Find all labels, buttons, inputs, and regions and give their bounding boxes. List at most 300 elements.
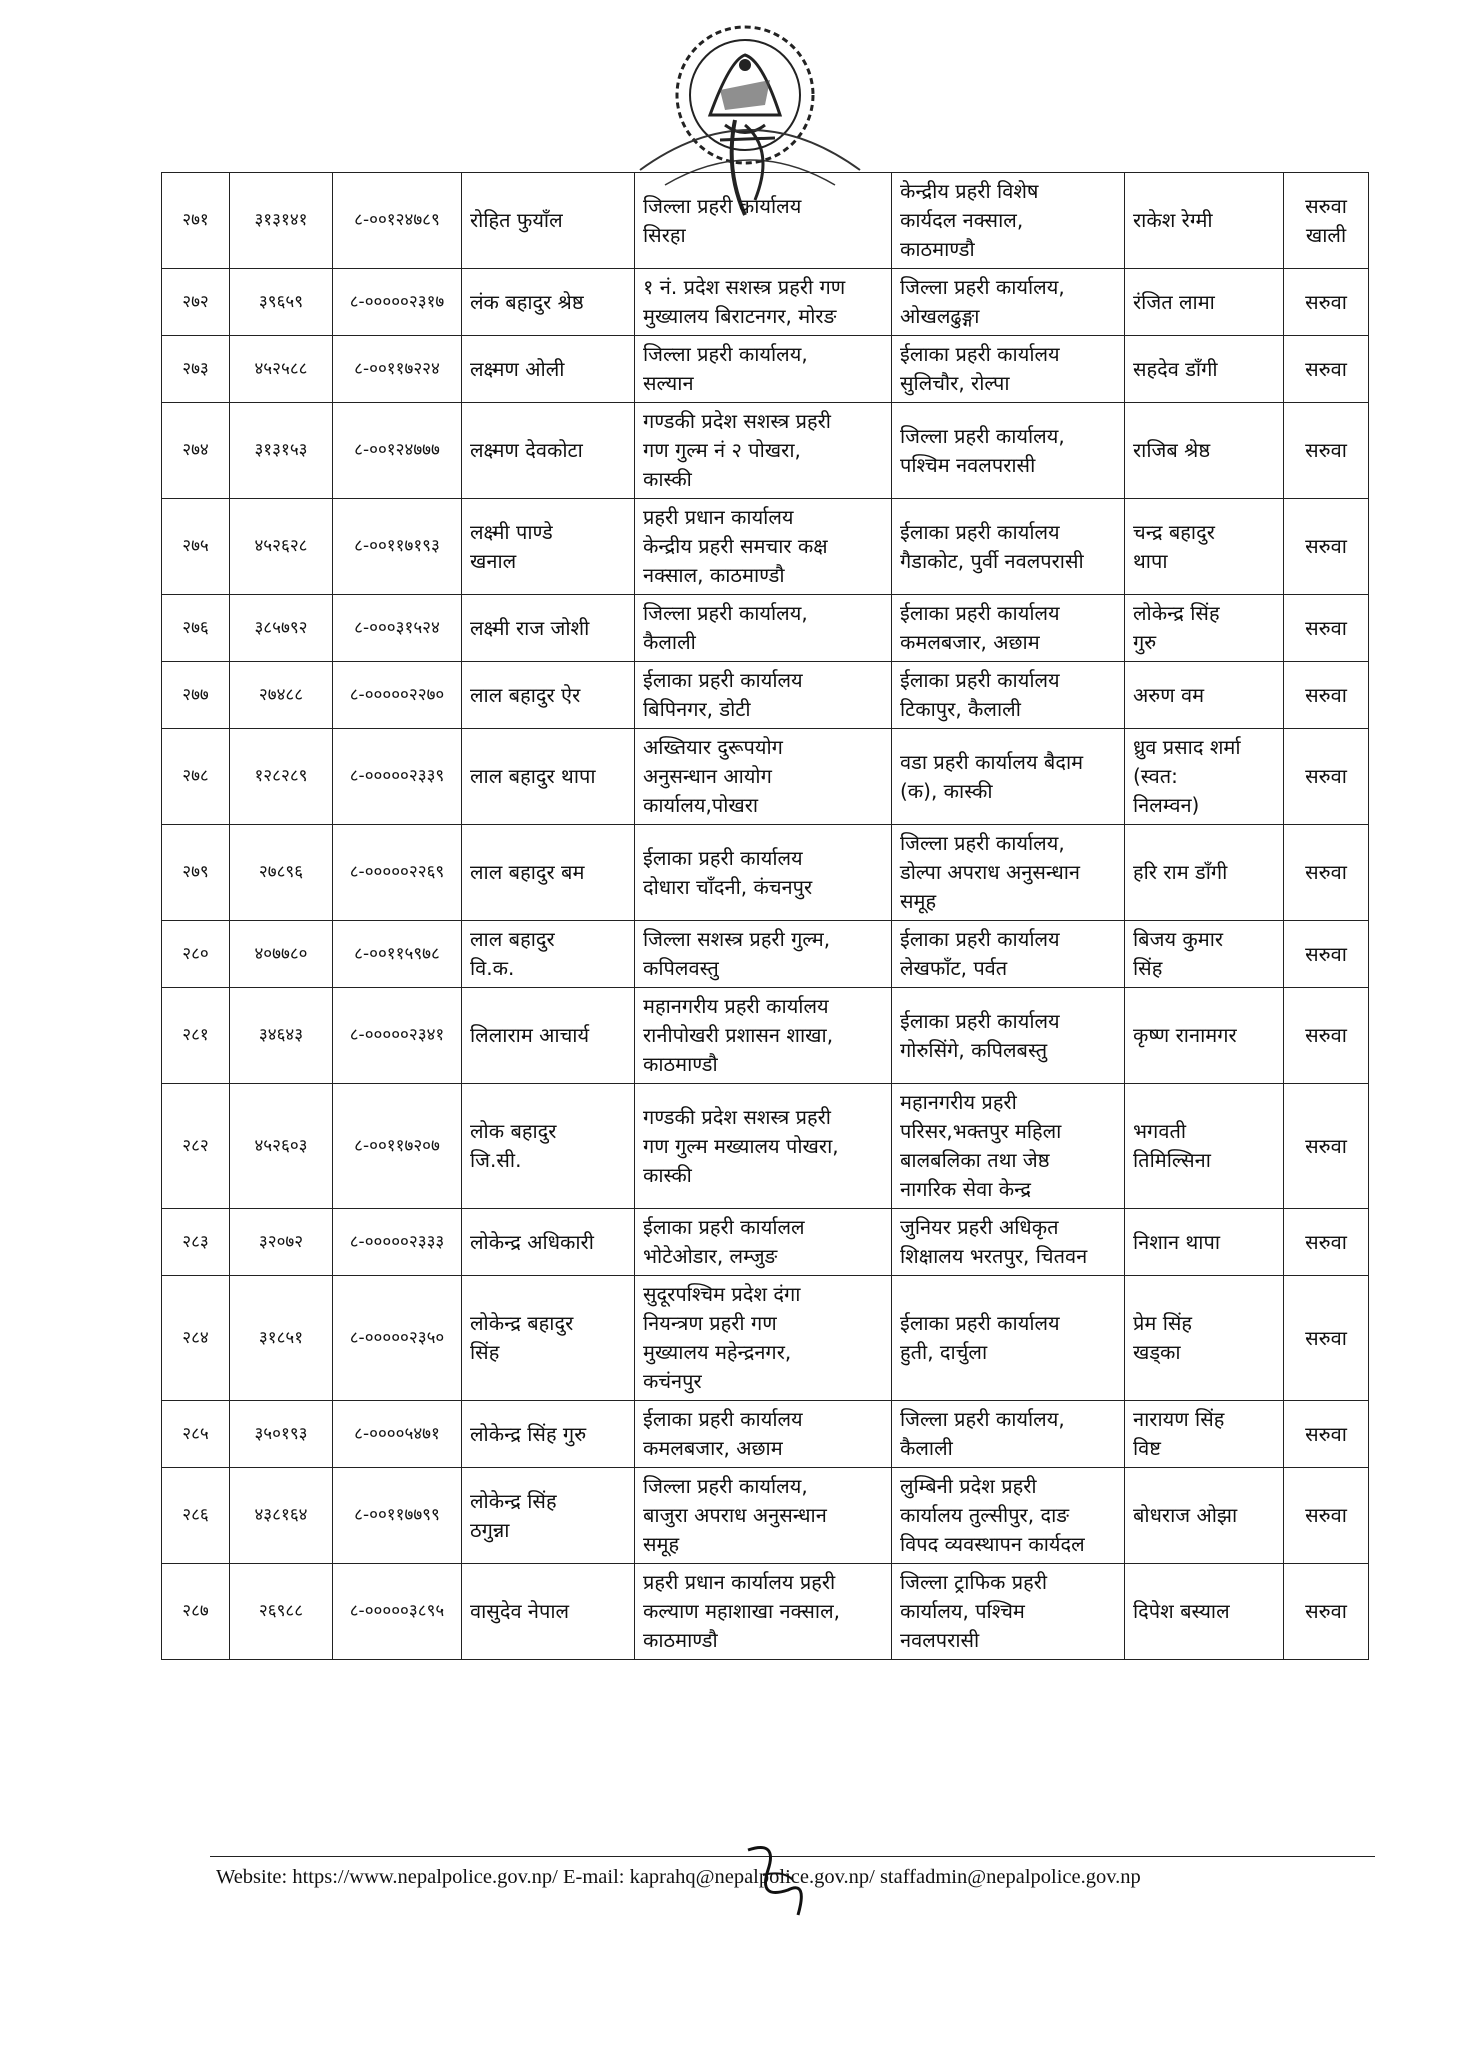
substitute-name-line: कृष्ण रानामगर <box>1133 1023 1237 1047</box>
transfer-office-line: वडा प्रहरी कार्यालय बैदाम <box>900 749 1084 774</box>
transfer-office-line: काठमाण्डौ <box>900 237 975 261</box>
transfer-office <box>892 1564 1125 1660</box>
table-row <box>162 499 1369 595</box>
service-number: ३१३१४१ <box>230 173 333 269</box>
remarks-line: सरुवा <box>1305 1325 1347 1350</box>
remarks-line: सरुवा <box>1305 193 1347 218</box>
remarks <box>1284 729 1369 825</box>
current-office-line: जिल्ला प्रहरी कार्यालय, <box>643 1474 808 1498</box>
transfer-office <box>892 729 1125 825</box>
employee-code: ८-०००००२२७० <box>333 662 462 729</box>
employee-name-line: लक्ष्मी पाण्डे <box>470 519 553 544</box>
employee-name-line: लंक बहादुर श्रेष्ठ <box>470 289 584 314</box>
service-number: २७८९६ <box>230 825 333 921</box>
transfer-office <box>892 1084 1125 1209</box>
transfer-office-line: गोरुसिंगे, कपिलबस्तु <box>900 1037 1048 1062</box>
remarks-line: सरुवा <box>1305 764 1347 788</box>
current-office-line: बाजुरा अपराध अनुसन्धान <box>643 1503 827 1527</box>
employee-code: ८-०००००२३४१ <box>333 988 462 1084</box>
current-office <box>635 1209 892 1276</box>
remarks <box>1284 1276 1369 1401</box>
serial-number: २८० <box>162 921 230 988</box>
substitute-name-line: हरि राम डाँगी <box>1133 860 1228 884</box>
employee-name <box>462 1468 635 1564</box>
substitute-name <box>1125 729 1284 825</box>
transfer-office <box>892 988 1125 1084</box>
transfer-table <box>161 172 1369 1660</box>
current-office <box>635 1468 892 1564</box>
substitute-name-line: राजिब श्रेष्ठ <box>1133 438 1211 462</box>
substitute-name <box>1125 1209 1284 1276</box>
remarks-line: सरुवा <box>1305 1229 1347 1254</box>
employee-code: ८-००११७२०७ <box>333 1084 462 1209</box>
employee-code: ८-०००००३८९५ <box>333 1564 462 1660</box>
serial-number: २७३ <box>162 336 230 403</box>
remarks <box>1284 1084 1369 1209</box>
current-office-line: जिल्ला प्रहरी कार्यालय, <box>643 342 808 366</box>
substitute-name-line: नारायण सिंह <box>1133 1407 1225 1431</box>
employee-name <box>462 336 635 403</box>
remarks <box>1284 1401 1369 1468</box>
transfer-office-line: कमलबजार, अछाम <box>900 630 1040 654</box>
current-office <box>635 729 892 825</box>
current-office-line: गण गुल्म मख्यालय पोखरा, <box>643 1133 839 1158</box>
employee-code: ८-००११५९७८ <box>333 921 462 988</box>
table-row <box>162 1564 1369 1660</box>
substitute-name-line: तिमिल्सिना <box>1133 1148 1211 1172</box>
substitute-name-line: दिपेश बस्याल <box>1133 1599 1230 1623</box>
employee-code: ८-०००००२२६९ <box>333 825 462 921</box>
substitute-name <box>1125 662 1284 729</box>
serial-number: २७५ <box>162 499 230 595</box>
transfer-office <box>892 499 1125 595</box>
employee-name <box>462 403 635 499</box>
transfer-office-line: परिसर,भक्तपुर महिला <box>900 1119 1062 1143</box>
current-office-line: कमलबजार, अछाम <box>643 1436 783 1460</box>
employee-code: ८-००१२४७८९ <box>333 173 462 269</box>
substitute-name <box>1125 988 1284 1084</box>
serial-number: २८३ <box>162 1209 230 1276</box>
current-office-line: अख्तियार दुरूपयोग <box>643 735 783 759</box>
substitute-name-line: गुरु <box>1133 630 1157 654</box>
remarks <box>1284 1468 1369 1564</box>
transfer-office-line: जिल्ला प्रहरी कार्यालय, <box>900 423 1065 448</box>
transfer-office-line: कार्यालय, पश्चिम <box>900 1599 1025 1623</box>
substitute-name-line: प्रेम सिंह <box>1133 1311 1193 1335</box>
table-row <box>162 173 1369 269</box>
current-office-line: १ नं. प्रदेश सशस्त्र प्रहरी गण <box>643 275 846 299</box>
current-office-line: सल्यान <box>643 371 694 395</box>
current-office-line: मुख्यालय बिराटनगर, मोरङ <box>643 304 837 328</box>
transfer-office-line: नवलपरासी <box>900 1628 980 1652</box>
table-row <box>162 921 1369 988</box>
current-office-line: कास्की <box>643 1162 692 1187</box>
employee-name <box>462 1564 635 1660</box>
substitute-name <box>1125 1084 1284 1209</box>
current-office-line: केन्द्रीय प्रहरी समचार कक्ष <box>643 534 828 558</box>
current-office-line: गण गुल्म नं २ पोखरा, <box>643 438 801 462</box>
substitute-name <box>1125 921 1284 988</box>
transfer-office-line: केन्द्रीय प्रहरी विशेष <box>900 179 1039 203</box>
remarks-line: सरुवा <box>1305 1503 1347 1527</box>
transfer-office-line: कैलाली <box>900 1436 953 1460</box>
substitute-name-line: बोधराज ओझा <box>1133 1503 1238 1527</box>
employee-name <box>462 269 635 336</box>
employee-name <box>462 595 635 662</box>
employee-name <box>462 1209 635 1276</box>
current-office-line: कचंनपुर <box>643 1369 702 1393</box>
substitute-name-line: निशान थापा <box>1133 1229 1221 1254</box>
transfer-office-line: ईलाका प्रहरी कार्यालय <box>900 668 1060 692</box>
substitute-name-line: खड्का <box>1133 1340 1181 1364</box>
transfer-office-line: जिल्ला प्रहरी कार्यालय, <box>900 275 1065 299</box>
remarks-line: सरुवा <box>1305 615 1347 640</box>
remarks-line: सरुवा <box>1305 438 1347 462</box>
transfer-office <box>892 269 1125 336</box>
table-row <box>162 1468 1369 1564</box>
transfer-office <box>892 403 1125 499</box>
current-office-line: मुख्यालय महेन्द्रनगर, <box>643 1340 792 1364</box>
service-number: ३९६५९ <box>230 269 333 336</box>
transfer-office-line: लेखफाँट, पर्वत <box>900 956 1008 980</box>
transfer-office <box>892 1468 1125 1564</box>
employee-name-line: रोहित फुयाँल <box>470 208 563 232</box>
substitute-name <box>1125 595 1284 662</box>
substitute-name-line: अरुण वम <box>1133 682 1205 707</box>
transfer-office <box>892 336 1125 403</box>
transfer-office <box>892 662 1125 729</box>
serial-number: २८२ <box>162 1084 230 1209</box>
employee-code: ८-००१२४७७७ <box>333 403 462 499</box>
current-office <box>635 825 892 921</box>
transfer-office-line: ईलाका प्रहरी कार्यालय <box>900 1311 1060 1335</box>
substitute-name-line: बिजय कुमार <box>1133 927 1224 951</box>
current-office-line: कास्की <box>643 467 692 491</box>
serial-number: २८४ <box>162 1276 230 1401</box>
employee-name <box>462 173 635 269</box>
transfer-office-line: शिक्षालय भरतपुर, चितवन <box>900 1244 1088 1268</box>
transfer-office-line: ओखलढुङ्गा <box>900 304 980 328</box>
employee-code: ८-०००००२३१७ <box>333 269 462 336</box>
table-row <box>162 988 1369 1084</box>
transfer-office-line: गैडाकोट, पुर्वी नवलपरासी <box>900 548 1084 573</box>
employee-name-line: लोक बहादुर <box>470 1119 557 1143</box>
current-office <box>635 1276 892 1401</box>
current-office <box>635 1401 892 1468</box>
remarks-line: सरुवा <box>1305 941 1347 966</box>
serial-number: २७९ <box>162 825 230 921</box>
table-row <box>162 336 1369 403</box>
current-office-line: गण्डकी प्रदेश सशस्त्र प्रहरी <box>643 1104 831 1129</box>
footer-contact: Website: https://www.nepalpolice.gov.np/ E-mail: kaprahq@nepalpolice.gov.np/ staffadmin@nepalpolice.gov.np <box>216 1866 1141 1888</box>
employee-code: ८-०००००२३३९ <box>333 729 462 825</box>
current-office <box>635 662 892 729</box>
service-number: २६९८८ <box>230 1564 333 1660</box>
service-number: ३१३१५३ <box>230 403 333 499</box>
transfer-office-line: नागरिक सेवा केन्द्र <box>900 1177 1031 1201</box>
transfer-office-line: ईलाका प्रहरी कार्यालय <box>900 342 1060 366</box>
table-row <box>162 729 1369 825</box>
transfer-office-line: हुती, दार्चुला <box>900 1340 988 1364</box>
remarks <box>1284 499 1369 595</box>
transfer-office-line: लुम्बिनी प्रदेश प्रहरी <box>900 1474 1037 1498</box>
service-number: ४०७७८० <box>230 921 333 988</box>
substitute-name-line: सिंह <box>1133 956 1163 980</box>
substitute-name <box>1125 825 1284 921</box>
employee-code: ८-००११७२२४ <box>333 336 462 403</box>
current-office-line: कल्याण महाशाखा नक्साल, <box>643 1599 841 1623</box>
current-office <box>635 336 892 403</box>
employee-code: ८-०००००२३५० <box>333 1276 462 1401</box>
employee-name <box>462 1401 635 1468</box>
current-office-line: भोटेओडार, लम्जुङ <box>643 1244 778 1268</box>
remarks-line: सरुवा <box>1305 1023 1347 1047</box>
current-office-line: ईलाका प्रहरी कार्यालल <box>643 1215 805 1239</box>
transfer-office-line: कार्यदल नक्साल, <box>900 208 1024 232</box>
remarks <box>1284 1209 1369 1276</box>
substitute-name-line: (स्वत: <box>1133 764 1178 788</box>
remarks-line: खाली <box>1305 222 1347 247</box>
employee-name <box>462 825 635 921</box>
substitute-name-line: राकेश रेग्मी <box>1133 208 1213 232</box>
transfer-office <box>892 173 1125 269</box>
employee-name-line: लोकेन्द्र सिंह <box>470 1488 557 1513</box>
current-office-line: जिल्ला प्रहरी कार्यालय, <box>643 601 808 625</box>
current-office-line: प्रहरी प्रधान कार्यालय <box>643 505 794 529</box>
substitute-name-line: थापा <box>1133 548 1168 573</box>
employee-name-line: ठगुन्ना <box>470 1517 510 1542</box>
service-number: १२८२८९ <box>230 729 333 825</box>
employee-name-line: लक्ष्मी राज जोशी <box>470 615 590 640</box>
substitute-name-line: सहदेव डाँगी <box>1133 356 1218 381</box>
current-office-line: अनुसन्धान आयोग <box>643 764 772 788</box>
employee-name-line: लोकेन्द्र अधिकारी <box>470 1229 594 1254</box>
remarks <box>1284 1564 1369 1660</box>
current-office <box>635 1084 892 1209</box>
transfer-office <box>892 1401 1125 1468</box>
transfer-office-line: कार्यालय तुल्सीपुर, दाङ <box>900 1503 1069 1527</box>
current-office <box>635 403 892 499</box>
substitute-name-line: रंजित लामा <box>1133 289 1215 314</box>
employee-name <box>462 662 635 729</box>
employee-name-line: लाल बहादुर <box>470 927 555 951</box>
current-office-line: ईलाका प्रहरी कार्यालय <box>643 845 803 870</box>
remarks <box>1284 269 1369 336</box>
current-office-line: गण्डकी प्रदेश सशस्त्र प्रहरी <box>643 409 831 433</box>
current-office-line: सुदूरपश्चिम प्रदेश दंगा <box>643 1282 801 1306</box>
transfer-office-line: पश्चिम नवलपरासी <box>900 452 1036 477</box>
service-number: ३४६४३ <box>230 988 333 1084</box>
serial-number: २८७ <box>162 1564 230 1660</box>
employee-code: ८-००००५४७१ <box>333 1401 462 1468</box>
employee-name-line: सिंह <box>470 1340 500 1364</box>
transfer-office-line: समूह <box>900 889 937 913</box>
current-office <box>635 173 892 269</box>
service-number: ३५०१९३ <box>230 1401 333 1468</box>
substitute-name <box>1125 499 1284 595</box>
table-row <box>162 403 1369 499</box>
table-row <box>162 662 1369 729</box>
transfer-office-line: ईलाका प्रहरी कार्यालय <box>900 601 1060 625</box>
substitute-name-line: भगवती <box>1133 1119 1187 1143</box>
current-office-line: कार्यालय,पोखरा <box>643 793 759 817</box>
current-office-line: समूह <box>643 1532 680 1556</box>
transfer-office <box>892 921 1125 988</box>
employee-name <box>462 499 635 595</box>
signature-icon <box>728 1830 848 1930</box>
table-row <box>162 269 1369 336</box>
current-office <box>635 595 892 662</box>
remarks-line: सरुवा <box>1305 1133 1347 1158</box>
table-row <box>162 1401 1369 1468</box>
transfer-office-line: ईलाका प्रहरी कार्यालय <box>900 927 1060 951</box>
substitute-name-line: विष्ट <box>1133 1436 1161 1460</box>
current-office <box>635 988 892 1084</box>
current-office-line: जिल्ला सशस्त्र प्रहरी गुल्म, <box>643 927 831 951</box>
employee-name-line: लाल बहादुर बम <box>470 860 585 884</box>
current-office <box>635 269 892 336</box>
serial-number: २७८ <box>162 729 230 825</box>
current-office-line: काठमाण्डौ <box>643 1628 718 1652</box>
substitute-name-line: ध्रुव प्रसाद शर्मा <box>1133 735 1241 759</box>
remarks <box>1284 662 1369 729</box>
table-row <box>162 1276 1369 1401</box>
substitute-name <box>1125 1401 1284 1468</box>
table-row <box>162 1084 1369 1209</box>
current-office-line: कैलाली <box>643 630 696 654</box>
serial-number: २७१ <box>162 173 230 269</box>
service-number: ३८५७९२ <box>230 595 333 662</box>
current-office-line: सिरहा <box>643 222 686 247</box>
remarks <box>1284 825 1369 921</box>
transfer-office-line: ईलाका प्रहरी कार्यालय <box>900 1008 1060 1033</box>
employee-name <box>462 729 635 825</box>
substitute-name <box>1125 1468 1284 1564</box>
transfer-office-line: महानगरीय प्रहरी <box>900 1090 1017 1114</box>
employee-code: ८-०००३१५२४ <box>333 595 462 662</box>
serial-number: २७२ <box>162 269 230 336</box>
employee-name-line: खनाल <box>470 548 517 573</box>
serial-number: २८५ <box>162 1401 230 1468</box>
current-office-line: महानगरीय प्रहरी कार्यालय <box>643 994 829 1018</box>
transfer-office-line: सुलिचौर, रोल्पा <box>900 371 1010 395</box>
employee-name-line: जि.सी. <box>470 1148 522 1172</box>
transfer-office <box>892 1209 1125 1276</box>
remarks-line: सरुवा <box>1305 534 1347 558</box>
current-office-line: ईलाका प्रहरी कार्यालय <box>643 1407 803 1431</box>
current-office-line: बिपिनगर, डोटी <box>643 697 751 721</box>
service-number: ४५२६२८ <box>230 499 333 595</box>
transfer-office-line: टिकापुर, कैलाली <box>900 697 1021 721</box>
transfer-office <box>892 595 1125 662</box>
employee-name-line: वि.क. <box>470 956 515 980</box>
service-number: २७४८८ <box>230 662 333 729</box>
current-office-line: दोधारा चाँदनी, कंचनपुर <box>643 874 813 899</box>
employee-name-line: वासुदेव नेपाल <box>470 1599 570 1623</box>
substitute-name <box>1125 269 1284 336</box>
remarks <box>1284 988 1369 1084</box>
serial-number: २८१ <box>162 988 230 1084</box>
serial-number: २७४ <box>162 403 230 499</box>
remarks <box>1284 595 1369 662</box>
current-office-line: काठमाण्डौ <box>643 1052 718 1076</box>
substitute-name-line: लोकेन्द्र सिंह <box>1133 601 1220 625</box>
employee-name-line: लक्ष्मण देवकोटा <box>470 438 583 462</box>
current-office-line: जिल्ला प्रहरी कार्यालय <box>643 193 802 218</box>
remarks-line: सरुवा <box>1305 682 1347 707</box>
transfer-office-line: ईलाका प्रहरी कार्यालय <box>900 519 1060 544</box>
service-number: ४५२६०३ <box>230 1084 333 1209</box>
employee-name <box>462 988 635 1084</box>
current-office-line: रानीपोखरी प्रशासन शाखा, <box>643 1023 834 1047</box>
table-body <box>162 173 1369 1660</box>
remarks <box>1284 173 1369 269</box>
serial-number: २७७ <box>162 662 230 729</box>
table-row <box>162 1209 1369 1276</box>
substitute-name <box>1125 336 1284 403</box>
employee-name <box>462 1276 635 1401</box>
current-office-line: कपिलवस्तु <box>643 956 719 980</box>
transfer-office-line: डोल्पा अपराध अनुसन्धान <box>900 860 1081 884</box>
remarks <box>1284 336 1369 403</box>
employee-name <box>462 921 635 988</box>
current-office <box>635 499 892 595</box>
substitute-name-line: निलम्वन) <box>1133 793 1200 817</box>
employee-name-line: लक्ष्मण ओली <box>470 356 565 381</box>
employee-name-line: लोकेन्द्र बहादुर <box>470 1311 574 1335</box>
current-office-line: नियन्त्रण प्रहरी गण <box>643 1311 777 1335</box>
remarks <box>1284 921 1369 988</box>
serial-number: २७६ <box>162 595 230 662</box>
employee-name <box>462 1084 635 1209</box>
transfer-office <box>892 1276 1125 1401</box>
table-row <box>162 595 1369 662</box>
service-number: ४३८१६४ <box>230 1468 333 1564</box>
transfer-office-line: जिल्ला ट्राफिक प्रहरी <box>900 1570 1048 1594</box>
employee-name-line: लोकेन्द्र सिंह गुरु <box>470 1421 587 1446</box>
transfer-office-line: (क), कास्की <box>900 778 993 803</box>
table-row <box>162 825 1369 921</box>
service-number: ४५२५८८ <box>230 336 333 403</box>
substitute-name <box>1125 1564 1284 1660</box>
employee-code: ८-००११७७९९ <box>333 1468 462 1564</box>
transfer-office-line: जुनियर प्रहरी अधिकृत <box>900 1215 1059 1239</box>
current-office <box>635 1564 892 1660</box>
transfer-office-line: जिल्ला प्रहरी कार्यालय, <box>900 831 1065 855</box>
remarks-line: सरुवा <box>1305 356 1347 381</box>
current-office-line: प्रहरी प्रधान कार्यालय प्रहरी <box>643 1570 836 1594</box>
employee-code: ८-०००००२३३३ <box>333 1209 462 1276</box>
service-number: ३२०७२ <box>230 1209 333 1276</box>
remarks-line: सरुवा <box>1305 1421 1347 1446</box>
remarks <box>1284 403 1369 499</box>
transfer-office-line: जिल्ला प्रहरी कार्यालय, <box>900 1407 1065 1431</box>
employee-name-line: लाल बहादुर थापा <box>470 764 596 788</box>
remarks-line: सरुवा <box>1305 1599 1347 1623</box>
substitute-name <box>1125 173 1284 269</box>
substitute-name <box>1125 403 1284 499</box>
current-office-line: ईलाका प्रहरी कार्यालय <box>643 668 803 692</box>
employee-name-line: लाल बहादुर ऐर <box>470 682 581 707</box>
substitute-name <box>1125 1276 1284 1401</box>
remarks-line: सरुवा <box>1305 289 1347 314</box>
remarks-line: सरुवा <box>1305 860 1347 884</box>
current-office-line: नक्साल, काठमाण्डौ <box>643 563 785 587</box>
current-office <box>635 921 892 988</box>
transfer-office <box>892 825 1125 921</box>
transfer-office-line: विपद व्यवस्थापन कार्यदल <box>900 1532 1085 1556</box>
service-number: ३१८५१ <box>230 1276 333 1401</box>
